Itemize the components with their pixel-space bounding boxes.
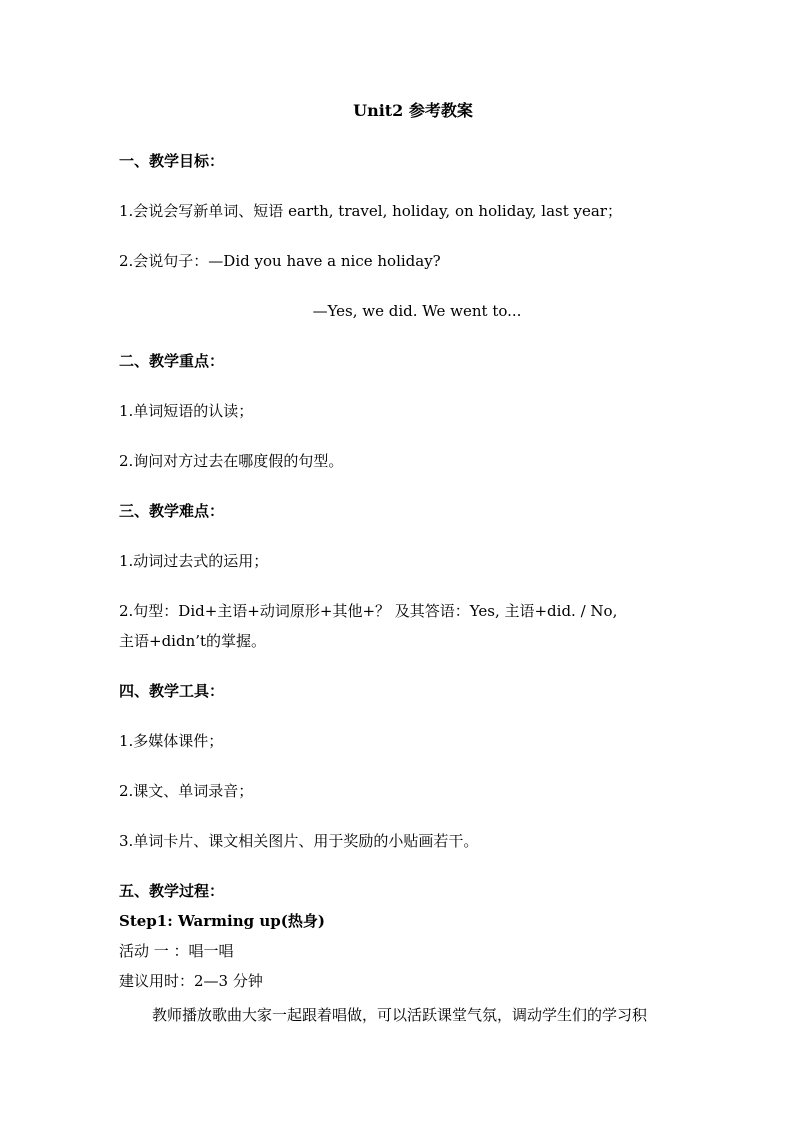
step1-heading: Step1: Warming up(热身): [119, 912, 325, 930]
document-title: Unit2 参考教案: [353, 101, 473, 120]
section-heading-key-points: 二、教学重点：: [119, 352, 225, 370]
tool-item-2: 2.课文、单词录音；: [119, 782, 254, 800]
section-heading-process: 五、教学过程：: [119, 882, 225, 900]
key-point-item-2: 2.询问对方过去在哪度假的句型。: [119, 452, 344, 470]
section-heading-tools: 四、教学工具：: [119, 682, 225, 700]
objective-item-1: 1.会说会写新单词、短语 earth, travel, holiday, on holiday, last year；: [119, 202, 622, 220]
section-heading-difficulties: 三、教学难点：: [119, 502, 225, 520]
tool-item-3: 3.单词卡片、课文相关图片、用于奖励的小贴画若干。: [119, 832, 479, 850]
tool-item-1: 1.多媒体课件；: [119, 732, 224, 750]
objective-item-2: 2.会说句子：—Did you have a nice holiday?: [119, 252, 441, 270]
activity-description: 教师播放歌曲大家一起跟着唱做，可以活跃课堂气氛，调动学生们的学习积: [152, 1006, 648, 1024]
key-point-item-1: 1.单词短语的认读；: [119, 402, 254, 420]
suggested-time-line: 建议用时：2—3 分钟: [119, 972, 263, 990]
objective-item-2-answer: —Yes, we did. We went to...: [312, 302, 522, 320]
difficulty-item-1: 1.动词过去式的运用；: [119, 552, 269, 570]
activity-line: 活动 一 ：唱一唱: [119, 942, 234, 960]
difficulty-item-2-continued: 主语+didn’t的掌握。: [119, 632, 267, 650]
difficulty-item-2: 2.句型：Did+主语+动词原形+其他+？ 及其答语：Yes, 主语+did. / No,: [119, 602, 618, 620]
section-heading-objectives: 一、教学目标：: [119, 152, 225, 170]
